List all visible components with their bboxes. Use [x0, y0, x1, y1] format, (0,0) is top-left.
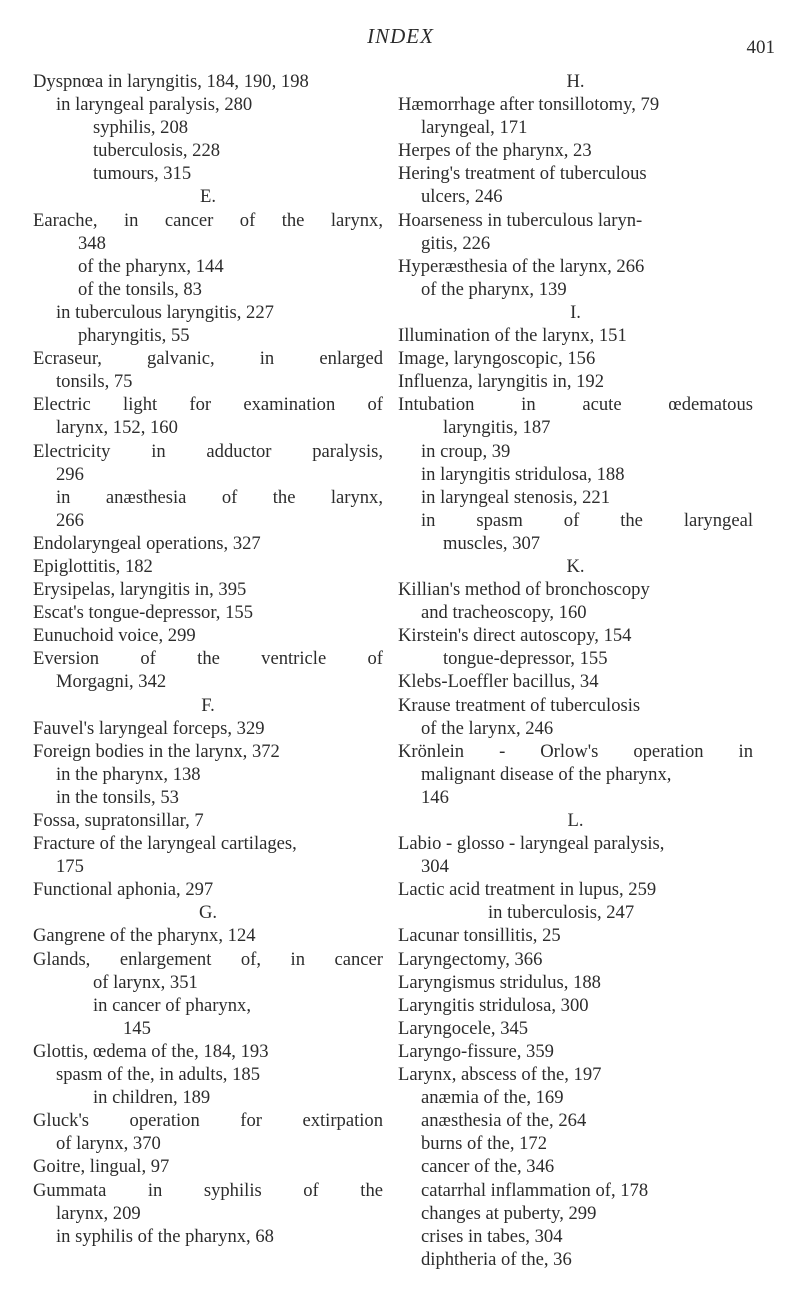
index-column-right	[398, 70, 753, 1271]
index-subentry: in laryngeal stenosis, 221	[421, 486, 611, 508]
index-subentry: laryngeal, 171	[421, 117, 528, 139]
index-subentry: larynx, 209	[56, 1202, 141, 1224]
index-entry: Gluck's operation for extirpation	[33, 1110, 383, 1132]
index-subentry: laryngitis, 187	[443, 417, 551, 439]
index-entry: Hoarseness in tuberculous laryn-	[398, 209, 643, 231]
index-entry: Eversion of the ventricle of	[33, 648, 383, 670]
index-entry: Lacunar tonsillitis, 25	[398, 925, 561, 947]
index-entry: Image, laryngoscopic, 156	[398, 348, 596, 370]
index-entry: Krause treatment of tuberculosis	[398, 694, 641, 716]
index-subentry: tumours, 315	[93, 163, 192, 185]
index-subentry: 175	[56, 856, 84, 878]
index-entry: Laryngocele, 345	[398, 1017, 529, 1039]
index-subentry: in tuberculous laryngitis, 227	[56, 301, 274, 323]
index-subentry: in spasm of the laryngeal	[421, 509, 753, 531]
running-header-title: INDEX	[367, 24, 434, 48]
index-subentry: in anæsthesia of the larynx,	[56, 486, 383, 508]
index-subentry: pharyngitis, 55	[78, 325, 190, 347]
index-entry: Earache, in cancer of the larynx,	[33, 209, 383, 231]
index-entry: Influenza, laryngitis in, 192	[398, 371, 605, 393]
letter-heading: E.	[199, 186, 216, 208]
index-entry: Endolaryngeal operations, 327	[33, 532, 261, 554]
index-entry: Hering's treatment of tuberculous	[398, 163, 647, 185]
letter-heading: F.	[201, 694, 215, 716]
index-subentry: 304	[421, 856, 449, 878]
index-entry: Laryngitis stridulosa, 300	[398, 994, 589, 1016]
index-subentry: 146	[421, 786, 449, 808]
index-entry: Larynx, abscess of the, 197	[398, 1064, 602, 1086]
index-subentry: and tracheoscopy, 160	[421, 602, 587, 624]
letter-heading: K.	[566, 555, 585, 577]
index-entry: Fauvel's laryngeal forceps, 329	[33, 717, 265, 739]
index-subentry: in tuberculosis, 247	[488, 902, 635, 924]
index-subentry: in laryngitis stridulosa, 188	[421, 463, 625, 485]
index-entry: Labio - glosso - laryngeal paralysis,	[398, 833, 665, 855]
index-subentry: diphtheria of the, 36	[421, 1248, 572, 1270]
index-subentry: 296	[56, 463, 84, 485]
index-subentry: catarrhal inflammation of, 178	[421, 1179, 649, 1201]
index-entry: Killian's method of bronchoscopy	[398, 579, 650, 601]
index-entry: Goitre, lingual, 97	[33, 1156, 170, 1178]
index-subentry: anæsthesia of the, 264	[421, 1110, 587, 1132]
letter-heading: L.	[567, 810, 584, 831]
index-entry: Electric light for examination of	[33, 394, 383, 416]
index-entry: Herpes of the pharynx, 23	[398, 140, 592, 162]
index-entry: Foreign bodies in the larynx, 372	[33, 740, 280, 762]
index-subentry: in cancer of pharynx,	[93, 994, 251, 1016]
index-entry: Glottis, œdema of the, 184, 193	[33, 1040, 269, 1062]
index-subentry: Morgagni, 342	[56, 671, 167, 693]
index-subentry: 266	[56, 509, 84, 531]
index-entry: Glands, enlargement of, in cancer	[33, 948, 383, 970]
index-entry: Lactic acid treatment in lupus, 259	[398, 879, 657, 901]
index-subentry: muscles, 307	[443, 532, 541, 554]
index-subentry: in laryngeal paralysis, 280	[56, 94, 253, 116]
index-entry: Hyperæsthesia of the larynx, 266	[398, 255, 645, 277]
index-entry: Ecraseur, galvanic, in enlarged	[33, 348, 383, 370]
index-subentry: burns of the, 172	[421, 1133, 548, 1155]
letter-heading: I.	[570, 301, 581, 323]
index-subentry: ulcers, 246	[421, 186, 503, 208]
index-entry: Laryngismus stridulus, 188	[398, 971, 601, 993]
index-subentry: tuberculosis, 228	[93, 140, 221, 162]
index-subentry: 348	[78, 232, 106, 254]
index-entry: Kirstein's direct autoscopy, 154	[398, 625, 632, 647]
index-subentry: of the pharynx, 139	[421, 278, 567, 300]
index-entry: Fossa, supratonsillar, 7	[33, 810, 204, 831]
index-entry: Electricity in adductor paralysis,	[33, 440, 383, 462]
index-entry: Intubation in acute œdematous	[398, 394, 753, 416]
index-entry: Illumination of the larynx, 151	[398, 325, 627, 347]
index-subentry: gitis, 226	[421, 232, 491, 254]
index-entry: Gangrene of the pharynx, 124	[33, 925, 256, 947]
index-subentry: tonsils, 75	[56, 371, 133, 393]
letter-heading: H.	[566, 71, 585, 92]
index-entry: Laryngo-fissure, 359	[398, 1040, 554, 1062]
index-subentry: 145	[123, 1017, 151, 1039]
index-subentry: of the pharynx, 144	[78, 255, 224, 277]
index-subentry: spasm of the, in adults, 185	[56, 1064, 260, 1086]
index-entry: Escat's tongue-depressor, 155	[33, 602, 253, 624]
index-entry: Fracture of the laryngeal cartilages,	[33, 833, 297, 855]
index-subentry: in syphilis of the pharynx, 68	[56, 1225, 274, 1247]
index-subentry: larynx, 152, 160	[56, 417, 178, 439]
index-subentry: changes at puberty, 299	[421, 1202, 597, 1224]
index-subentry: in the pharynx, 138	[56, 763, 201, 785]
index-entry: Dyspnœa in laryngitis, 184, 190, 198	[33, 71, 309, 92]
index-subentry: of the tonsils, 83	[78, 278, 202, 300]
index-entry: Eunuchoid voice, 299	[33, 625, 196, 647]
index-subentry: in children, 189	[93, 1087, 211, 1109]
index-entry: Klebs-Loeffler bacillus, 34	[398, 671, 599, 693]
index-subentry: syphilis, 208	[93, 117, 189, 139]
index-entry: Hæmorrhage after tonsillotomy, 79	[398, 94, 660, 116]
index-subentry: in the tonsils, 53	[56, 786, 179, 808]
index-subentry: of the larynx, 246	[421, 717, 554, 739]
index-entry: Krönlein - Orlow's operation in	[398, 740, 753, 762]
index-entry: Functional aphonia, 297	[33, 879, 214, 901]
index-subentry: cancer of the, 346	[421, 1156, 555, 1178]
letter-heading: G.	[198, 902, 218, 924]
index-entry: Erysipelas, laryngitis in, 395	[33, 579, 247, 601]
index-subentry: crises in tabes, 304	[421, 1225, 563, 1247]
index-subentry: tongue-depressor, 155	[443, 648, 608, 670]
index-entry: Laryngectomy, 366	[398, 948, 543, 970]
index-entry: Epiglottitis, 182	[33, 555, 153, 577]
index-entry: Gummata in syphilis of the	[33, 1179, 383, 1201]
index-subentry: of larynx, 370	[56, 1133, 161, 1155]
index-column-left	[33, 70, 383, 1248]
index-subentry: anæmia of the, 169	[421, 1087, 564, 1109]
index-subentry: malignant disease of the pharynx,	[421, 763, 672, 785]
page-number: 401	[746, 37, 775, 58]
index-subentry: of larynx, 351	[93, 971, 198, 993]
index-subentry: in croup, 39	[421, 440, 511, 462]
